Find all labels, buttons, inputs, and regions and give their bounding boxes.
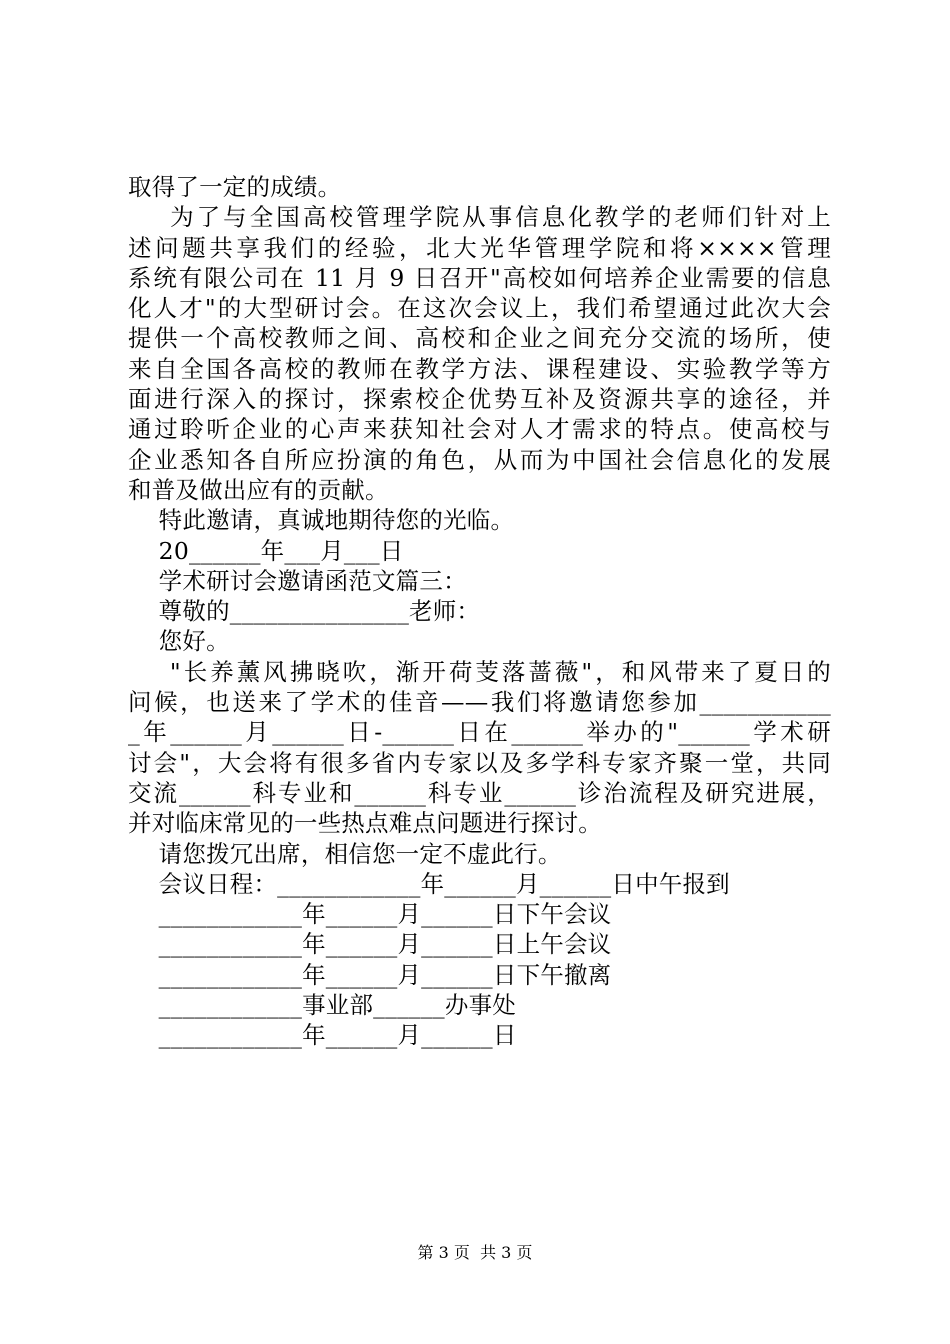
text-line: 取得了一定的成绩。 [128, 173, 342, 201]
signature-line: ____________事业部______办事处 [128, 991, 516, 1020]
text-line: 企业悉知各自所应扮演的角色，从而为中国社会信息化的发展 [128, 445, 831, 474]
schedule-line: 会议日程：____________年______月______日中午报到 [128, 869, 730, 898]
signature-date-line: ____________年______月______日 [128, 1021, 517, 1050]
text-line: 特此邀请，真诚地期待您的光临。 [128, 506, 515, 535]
text-line: "长养薰风拂晓吹，渐开荷芰落蔷薇"，和风带来了夏日的 [128, 657, 831, 686]
text-line: _年______月______日-______日在______举办的"______学术研 [128, 718, 831, 747]
greeting: 您好。 [128, 627, 230, 656]
text-line: 问候，也送来了学术的佳音——我们将邀请您参加___________ [128, 688, 831, 717]
schedule-line: ____________年______月______日上午会议 [128, 930, 612, 959]
text-line: 系统有限公司在 11 月 9 日召开"高校如何培养企业需要的信息 [128, 263, 831, 292]
text-line: 并对临床常见的一些热点难点问题进行探讨。 [128, 809, 602, 838]
text-line: 请您拨冗出席，相信您一定不虚此行。 [128, 839, 562, 868]
text-line: 提供一个高校教师之间、高校和企业之间充分交流的场所，使 [128, 324, 831, 353]
date-line: 20______年___月___日 [128, 536, 404, 565]
salutation: 尊敬的_______________老师： [128, 597, 481, 626]
schedule-line: ____________年______月______日下午会议 [128, 900, 612, 929]
section-heading: 学术研讨会邀请函范文篇三： [128, 566, 467, 595]
text-line: 面进行深入的探讨，探索校企优势互补及资源共享的途径，并 [128, 385, 831, 414]
text-line: 来自全国各高校的教师在教学方法、课程建设、实验教学等方 [128, 354, 831, 383]
text-line: 化人才"的大型研讨会。在这次会议上，我们希望通过此次大会 [128, 294, 831, 323]
text-line: 和普及做出应有的贡献。 [128, 475, 389, 504]
page-number-footer: 第 3 页 共 3 页 [417, 1243, 533, 1262]
text-line: 交流______科专业和______科专业______诊治流程及研究进展， [128, 778, 831, 807]
text-line: 讨会"，大会将有很多省内专家以及多学科专家齐聚一堂，共同 [128, 748, 831, 777]
document-body [128, 172, 848, 1051]
text-line: 述问题共享我们的经验，北大光华管理学院和将××××管理 [128, 233, 831, 262]
text-line: 通过聆听企业的心声来获知社会对人才需求的特点。使高校与 [128, 415, 831, 444]
text-line: 为了与全国高校管理学院从事信息化教学的老师们针对上 [128, 203, 831, 232]
schedule-line: ____________年______月______日下午撤离 [128, 960, 612, 989]
